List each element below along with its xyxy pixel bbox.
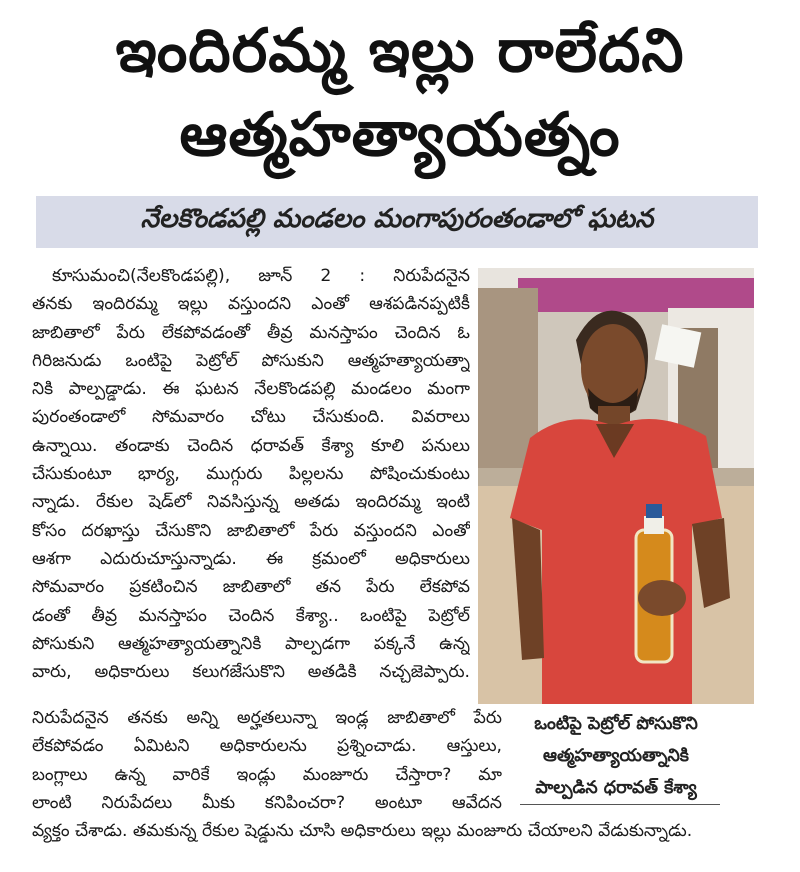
article-body-column (32, 262, 470, 686)
headline-line-2: ఆత్మహత్యాయత్నం (179, 100, 621, 170)
photo-illustration (478, 268, 754, 704)
article-text-line: సోమవారం ప్రకటించిన జాబితాలో తన పేరు లేకపోవ (32, 577, 470, 598)
article-text-line: పురంతండాలో సోమవారం చోటు చేసుకుంది. వివరాలు (32, 407, 470, 428)
article-text-line: లేకపోవడం ఏమిటని అధికారులను ప్రశ్నించాడు. ఆస్తులు, (32, 736, 502, 757)
article-text-line: పోసుకుని ఆత్మహత్యాయత్నానికి పాల్పడగా పక్కనే ఉన్న (32, 633, 470, 654)
caption-line: ఆత్మహత్యాయత్నానికి (543, 746, 689, 766)
article-text-line: నిరుపేదనైన తనకు అన్ని అర్హతలున్నా ఇండ్ల జాబితాలో పేరు (32, 708, 502, 728)
article-text-line: చేసుకుంటూ భార్య, ముగ్గురు పిల్లలను పోషించుకుంటు (32, 464, 470, 485)
article-text-line: డంతో తీవ్ర మనస్తాపం చెందిన కేశ్యా.. ఒంటిపై పెట్రోల్ (32, 605, 470, 626)
article-text-line: వారు, అధికారులు కలుగజేసుకొని అతడికి నచ్చజెప్పారు. (32, 662, 470, 683)
article-body-wide (32, 704, 762, 845)
subheadline: నేలకొండపల్లి మండలం మంగాపురంతండాలో ఘటన (140, 204, 654, 234)
article-text-line: ఆశగా ఎదురుచూస్తున్నాడు. ఈ క్రమంలో అధికారులు (32, 548, 470, 569)
article-text-line: తనకు ఇందిరమ్మ ఇల్లు వస్తుందని ఎంతో ఆశపడినప్పటికీ (32, 294, 470, 315)
article-text-line: జాబితాలో పేరు లేకపోవడంతో తీవ్ర మనస్తాపం చెందిన ఓ (32, 322, 470, 343)
article-text-line: న్నాడు. రేకుల షెడ్‌లో నివసిస్తున్న అతడు ఇందిరమ్మ ఇంటి (32, 492, 470, 513)
article-text-line: నికి పాల్పడ్డాడు. ఈ ఘటన నేలకొండపల్లి మండలం మంగా (32, 379, 470, 400)
caption-line: పాల్పడిన ధరావత్ కేశ్యా (535, 778, 697, 798)
caption-line: ఒంటిపై పెట్రోల్ పోసుకొని (534, 714, 698, 734)
article-text-line: కోసం దరఖాస్తు చేసుకొని జాబితాలో పేరు వస్తుందని ఎంతో (32, 520, 470, 541)
news-photo (478, 268, 754, 704)
headline-line-1: ఇందిరమ్మ ఇల్లు రాలేదని (115, 16, 685, 86)
article-text-line: లాంటి నిరుపేదలు మీకు కనిపించరా? అంటూ ఆవేదన (32, 792, 502, 813)
subheadline-bar (36, 196, 758, 248)
article-text-line: బంగ్లాలు ఉన్న వారికే ఇండ్లు మంజూరు చేస్తారా? మా (32, 764, 502, 785)
article-text-line: వ్యక్తం చేశాడు. తమకున్న రేకుల షెడ్డును చూసి అధికారులు ఇల్లు మంజూరు చేయాలని వేడుకున్నాడు. (32, 821, 693, 842)
article-text-line: ఉన్నాయి. తండాకు చెందిన ధరావత్ కేశ్యా కూలి పనులు (32, 435, 470, 456)
article-text-line: కూసుమంచి(నేలకొండపల్లి), జూన్ 2 : నిరుపేదనైన (52, 266, 470, 286)
article-text-line: గిరిజనుడు ఒంటిపై పెట్రోల్ పోసుకుని ఆత్మహత్యాయత్నా (32, 350, 470, 371)
